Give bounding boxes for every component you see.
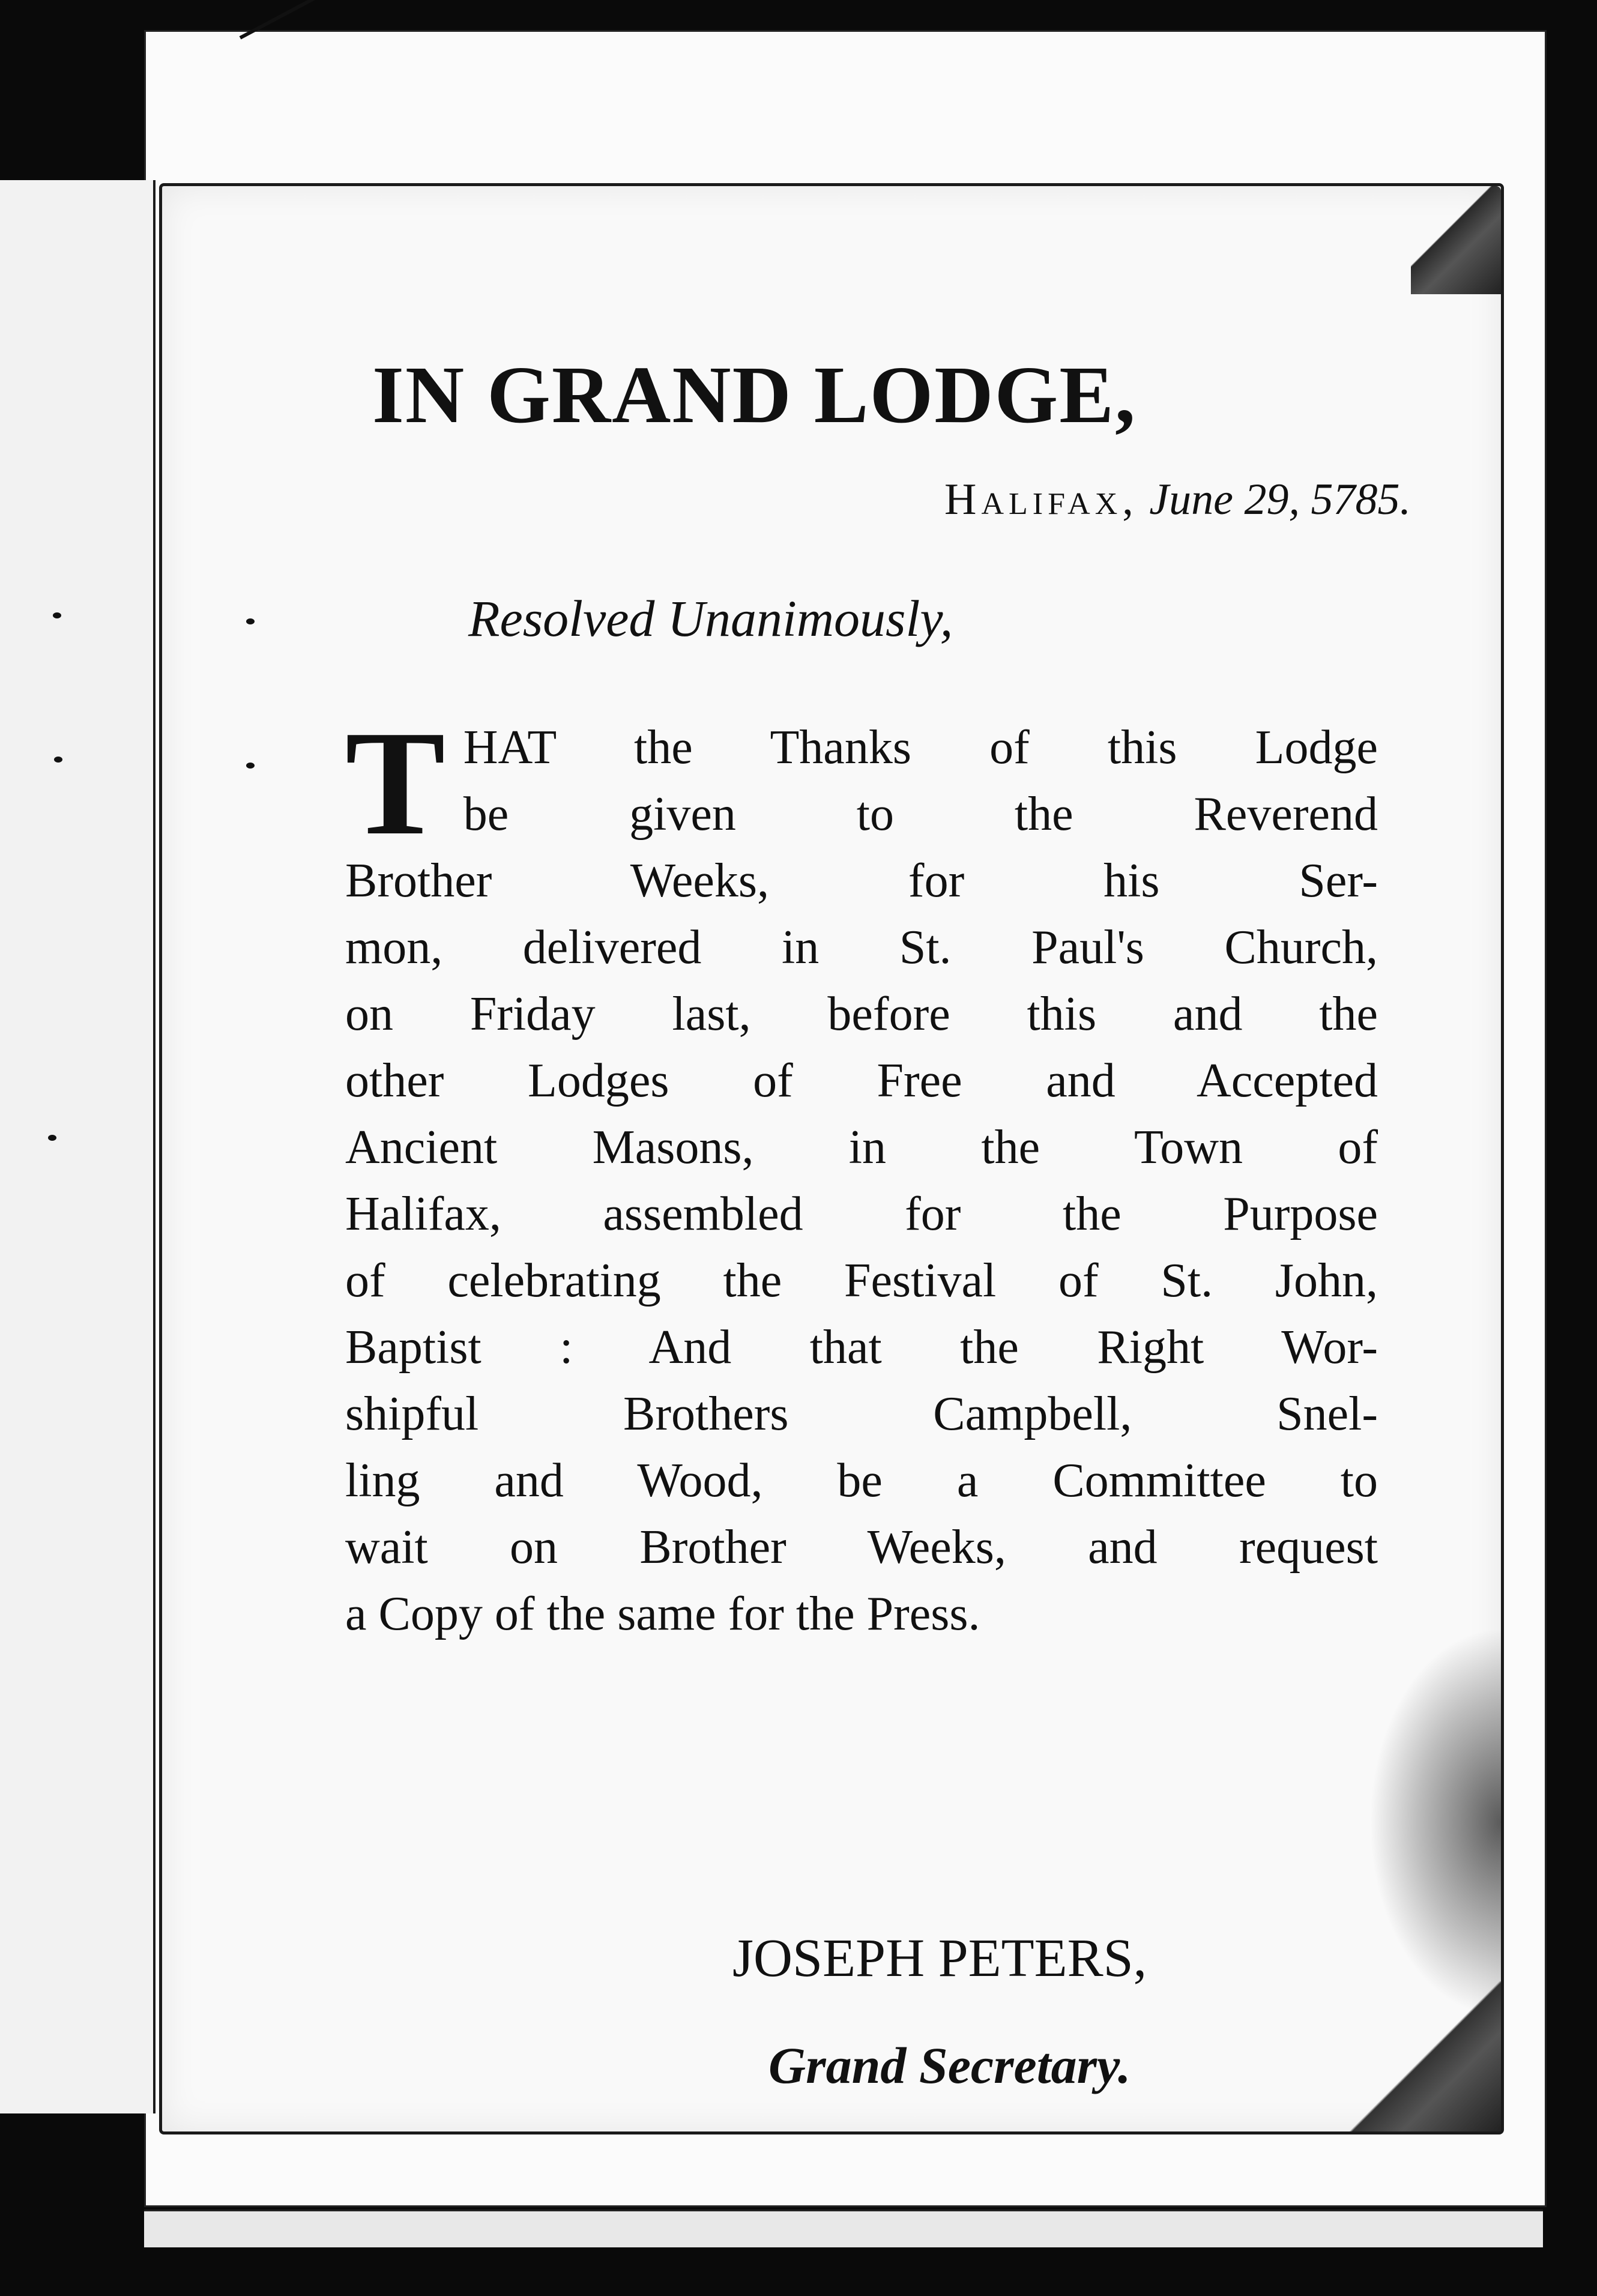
body-line: on Friday last, before this and the (345, 988, 1378, 1041)
body-line: Halifax, assembled for the Purpose (345, 1188, 1378, 1240)
body-line: other Lodges of Free and Accepted (345, 1054, 1378, 1107)
signature-title: Grand Secretary. (768, 2037, 1131, 2094)
mount-bottom-edge (144, 2210, 1543, 2247)
drop-cap: T (345, 700, 445, 866)
body-line: mon, delivered in St. Paul's Church, (345, 921, 1378, 974)
scan-speck (246, 763, 255, 769)
body-line: be given to the Reverend (463, 788, 1378, 841)
body-line: shipful Brothers Campbell, Snel- (345, 1388, 1378, 1440)
body-line: Ancient Masons, in the Town of (345, 1121, 1378, 1174)
dateline-date: June 29, 5785. (1149, 475, 1411, 524)
page-content (162, 186, 1501, 2131)
body-line: ling and Wood, be a Committee to (345, 1454, 1378, 1507)
scan-speck (246, 618, 255, 624)
scan-speck (54, 757, 62, 763)
facing-page-edge (0, 180, 155, 2113)
body-line: HAT the Thanks of this Lodge (463, 721, 1378, 774)
dateline-place: Halifax, (944, 475, 1138, 524)
scan-speck (53, 612, 61, 618)
resolution-body (345, 700, 1378, 1648)
body-line: of celebrating the Festival of St. John, (345, 1254, 1378, 1307)
resolution-heading: Resolved Unanimously, (468, 590, 953, 647)
document-page (159, 183, 1504, 2134)
dateline (690, 474, 1411, 525)
body-line: wait on Brother Weeks, and request (345, 1521, 1378, 1574)
body-line: Brother Weeks, for his Ser- (345, 854, 1378, 907)
body-line: Baptist : And that the Right Wor- (345, 1321, 1378, 1374)
body-line: a Copy of the same for the Press. (345, 1588, 980, 1640)
signature-name: JOSEPH PETERS, (732, 1929, 1147, 1988)
scan-speck (48, 1135, 56, 1141)
page-title: IN GRAND LODGE, (372, 350, 1137, 440)
